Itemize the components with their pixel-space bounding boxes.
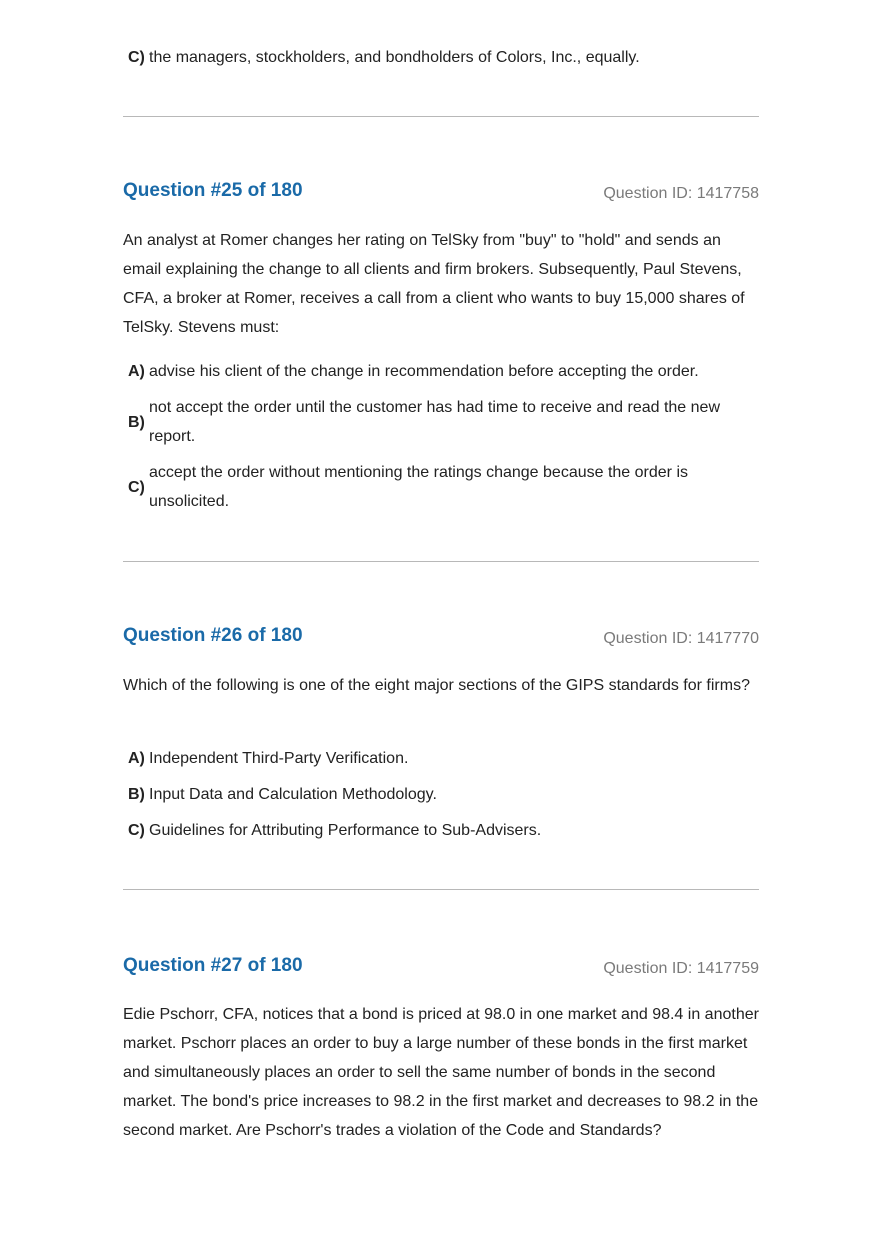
option-letter: C) [128,822,145,839]
answer-option-b[interactable] [123,393,759,451]
answer-option-c[interactable] [123,43,759,72]
answer-option-b[interactable] [123,780,759,809]
answer-option-c[interactable] [123,458,759,516]
question-title: Question #27 of 180 [123,955,303,976]
question-body: An analyst at Romer changes her rating on TelSky from "buy" to "hold" and sends an email explaining the change to all clients and firm brokers. Subsequently, Paul Stevens, CFA, a broker at Romer, receives a call from a client who wants to buy 15,000 shares of TelSky. Stevens must: [123,232,745,336]
option-text: advise his client of the change in recommendation before accepting the order. [149,363,699,380]
question-id: Question ID: 1417758 [603,185,759,202]
answer-options-25 [123,357,759,516]
question-header-26 [123,625,759,655]
question-title: Question #26 of 180 [123,625,303,646]
question-title: Question #25 of 180 [123,180,303,201]
option-text: the managers, stockholders, and bondholders of Colors, Inc., equally. [149,49,640,66]
answer-option-c[interactable] [123,816,759,845]
question-header-27 [123,955,759,985]
option-text: accept the order without mentioning the ratings change because the order is unsolicited. [149,464,688,510]
question-divider [123,116,759,117]
answer-option-a[interactable] [123,744,759,773]
option-text: Guidelines for Attributing Performance to Sub-Advisers. [149,822,542,839]
option-letter: C) [128,49,145,66]
question-header-25 [123,180,759,210]
option-letter: B) [128,786,145,803]
answer-options-26 [123,744,759,845]
option-letter: A) [128,750,145,767]
option-letter: C) [128,478,145,496]
question-divider [123,889,759,890]
prev-question-options [123,43,759,72]
option-text: not accept the order until the customer has had time to receive and read the new report. [149,399,720,445]
question-id: Question ID: 1417759 [603,960,759,977]
answer-option-a[interactable] [123,357,759,386]
option-text: Input Data and Calculation Methodology. [149,786,437,803]
option-text: Independent Third-Party Verification. [149,750,409,767]
question-divider [123,561,759,562]
question-body: Which of the following is one of the eight major sections of the GIPS standards for firms? [123,677,750,694]
option-letter: B) [128,413,145,431]
question-body: Edie Pschorr, CFA, notices that a bond is priced at 98.0 in one market and 98.4 in another market. Pschorr places an order to buy a large number of these bonds in the first market and simultaneously places an order to sell the same number of bonds in the second market. The bond's price increases to 98.2 in the first market and decreases to 98.2 in the second market. Are Pschorr's trades a violation of the Code and Standards? [123,1006,759,1139]
option-letter: A) [128,363,145,380]
question-id: Question ID: 1417770 [603,630,759,647]
